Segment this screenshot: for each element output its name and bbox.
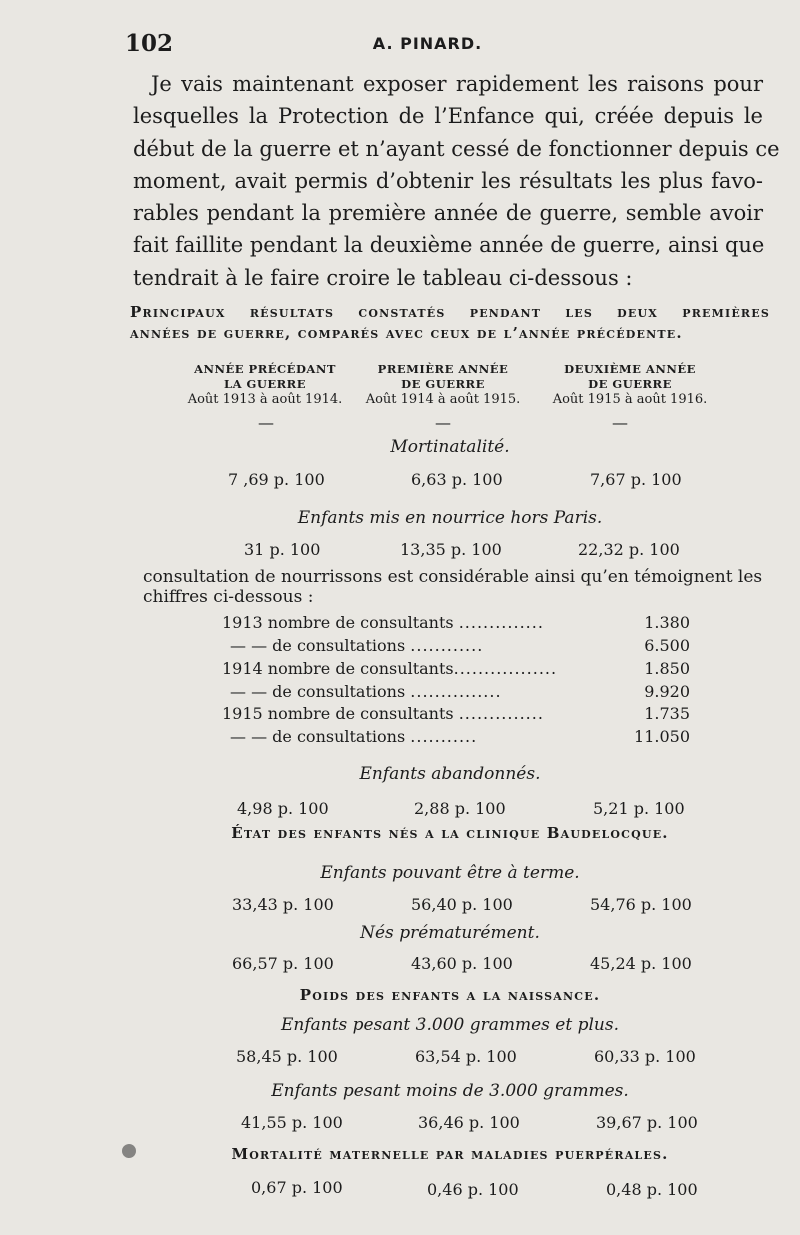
intro-line: lesquelles la Protection de l’Enfance qui, créée depuis le	[133, 104, 763, 129]
column-header-line1: DEUXIÈME ANNÉE	[564, 362, 696, 376]
paragraph-line: chiffres ci-dessous :	[143, 587, 314, 607]
table-value: 56,40 p. 100	[411, 895, 513, 914]
section-heading: État des enfants nés a la clinique Baudelocque.	[231, 824, 669, 842]
section-title: Enfants pesant 3.000 grammes et plus.	[280, 1015, 620, 1035]
column-dash: —	[258, 413, 274, 432]
column-dash: —	[435, 413, 451, 432]
table-value: 45,24 p. 100	[590, 954, 692, 973]
column-header	[358, 362, 528, 407]
table-value: 13,35 p. 100	[400, 540, 502, 559]
table-title-line: années de guerre, comparés avec ceux de l’année précédente.	[130, 324, 683, 342]
column-header-line1: PREMIÈRE ANNÉE	[377, 362, 509, 376]
consultation-value: 6.500	[644, 636, 690, 655]
column-period: Août 1913 à août 1914.	[187, 392, 343, 407]
consultation-value: 1.735	[644, 704, 690, 723]
section-title: Nés prématurément.	[360, 923, 540, 943]
intro-line: début de la guerre et n’ayant cessé de fonctionner depuis ce	[133, 136, 780, 161]
table-value: 22,32 p. 100	[578, 540, 680, 559]
table-value: 2,88 p. 100	[414, 799, 506, 818]
section-title: Enfants pesant moins de 3.000 grammes.	[271, 1081, 629, 1101]
table-value: 43,60 p. 100	[411, 954, 513, 973]
section-heading: Mortalité maternelle par maladies puerpérales.	[231, 1145, 669, 1163]
consultation-value: 1.380	[644, 613, 690, 632]
section-title: Enfants mis en nourrice hors Paris.	[297, 508, 603, 528]
column-header-line2: LA GUERRE	[223, 377, 306, 391]
column-period: Août 1915 à août 1916.	[552, 392, 708, 407]
intro-line: rables pendant la première année de guerre, semble avoir	[133, 201, 763, 226]
table-value: 66,57 p. 100	[232, 954, 334, 973]
section-title: Mortinatalité.	[390, 437, 510, 457]
consultation-value: 9.920	[644, 682, 690, 701]
table-value: 60,33 p. 100	[594, 1047, 696, 1066]
table-value: 5,21 p. 100	[593, 799, 685, 818]
table-value: 54,76 p. 100	[590, 895, 692, 914]
table-value: 41,55 p. 100	[241, 1113, 343, 1132]
consultation-value: 1.850	[644, 659, 690, 678]
column-header-line1: ANNÉE PRÉCÉDANT	[194, 362, 336, 376]
page-header	[125, 30, 770, 56]
consultation-label: 1914 nombre de consultants.................	[222, 659, 558, 678]
intro-line: fait faillite pendant la deuxième année de guerre, ainsi que	[133, 233, 765, 258]
table-value: 63,54 p. 100	[415, 1047, 517, 1066]
column-header-line2: DE GUERRE	[588, 377, 672, 391]
column-header	[545, 362, 715, 407]
column-period: Août 1914 à août 1915.	[365, 392, 521, 407]
consultation-label: 1915 nombre de consultants ..............	[222, 704, 544, 723]
column-header-line2: DE GUERRE	[401, 377, 485, 391]
section-title: Enfants abandonnés.	[359, 764, 541, 784]
table-value: 7,67 p. 100	[590, 470, 682, 489]
column-header	[180, 362, 350, 407]
running-title: A. PINARD.	[372, 34, 483, 53]
intro-line: tendrait à le faire croire le tableau ci-dessous :	[133, 265, 633, 290]
table-value: 33,43 p. 100	[232, 895, 334, 914]
table-value: 6,63 p. 100	[411, 470, 503, 489]
section-title: Enfants pouvant être à terme.	[320, 863, 580, 883]
paragraph-line: consultation de nourrissons est considérable ainsi qu’en témoignent les	[143, 567, 763, 587]
table-title	[130, 302, 770, 344]
consultation-label: — — de consultations ...............	[230, 682, 502, 701]
consultation-value: 11.050	[634, 727, 690, 746]
consultation-label: — — de consultations ............	[230, 636, 484, 655]
intro-line: Je vais maintenant exposer rapidement les raisons pour	[151, 72, 763, 96]
consultation-label: — — de consultations ...........	[230, 727, 478, 746]
intro-line: moment, avait permis d’obtenir les résultats les plus favo-	[133, 168, 763, 193]
table-value: 7 ,69 p. 100	[228, 470, 325, 489]
table-value: 39,67 p. 100	[596, 1113, 698, 1132]
table-value: 58,45 p. 100	[236, 1047, 338, 1066]
table-value: 0,67 p. 100	[251, 1178, 343, 1197]
column-dash: —	[612, 413, 628, 432]
consultation-paragraph	[143, 567, 773, 607]
table-value: 0,48 p. 100	[606, 1180, 698, 1199]
table-value: 36,46 p. 100	[418, 1113, 520, 1132]
table-value: 4,98 p. 100	[237, 799, 329, 818]
intro-paragraph	[133, 68, 780, 294]
table-value: 31 p. 100	[244, 540, 321, 559]
page-number: 102	[125, 30, 174, 57]
table-title-line: Principaux résultats constatés pendant les deux premières	[130, 303, 770, 321]
table-value: 0,46 p. 100	[427, 1180, 519, 1199]
consultation-label: 1913 nombre de consultants ..............	[222, 613, 544, 632]
section-heading: Poids des enfants a la naissance.	[299, 986, 601, 1004]
